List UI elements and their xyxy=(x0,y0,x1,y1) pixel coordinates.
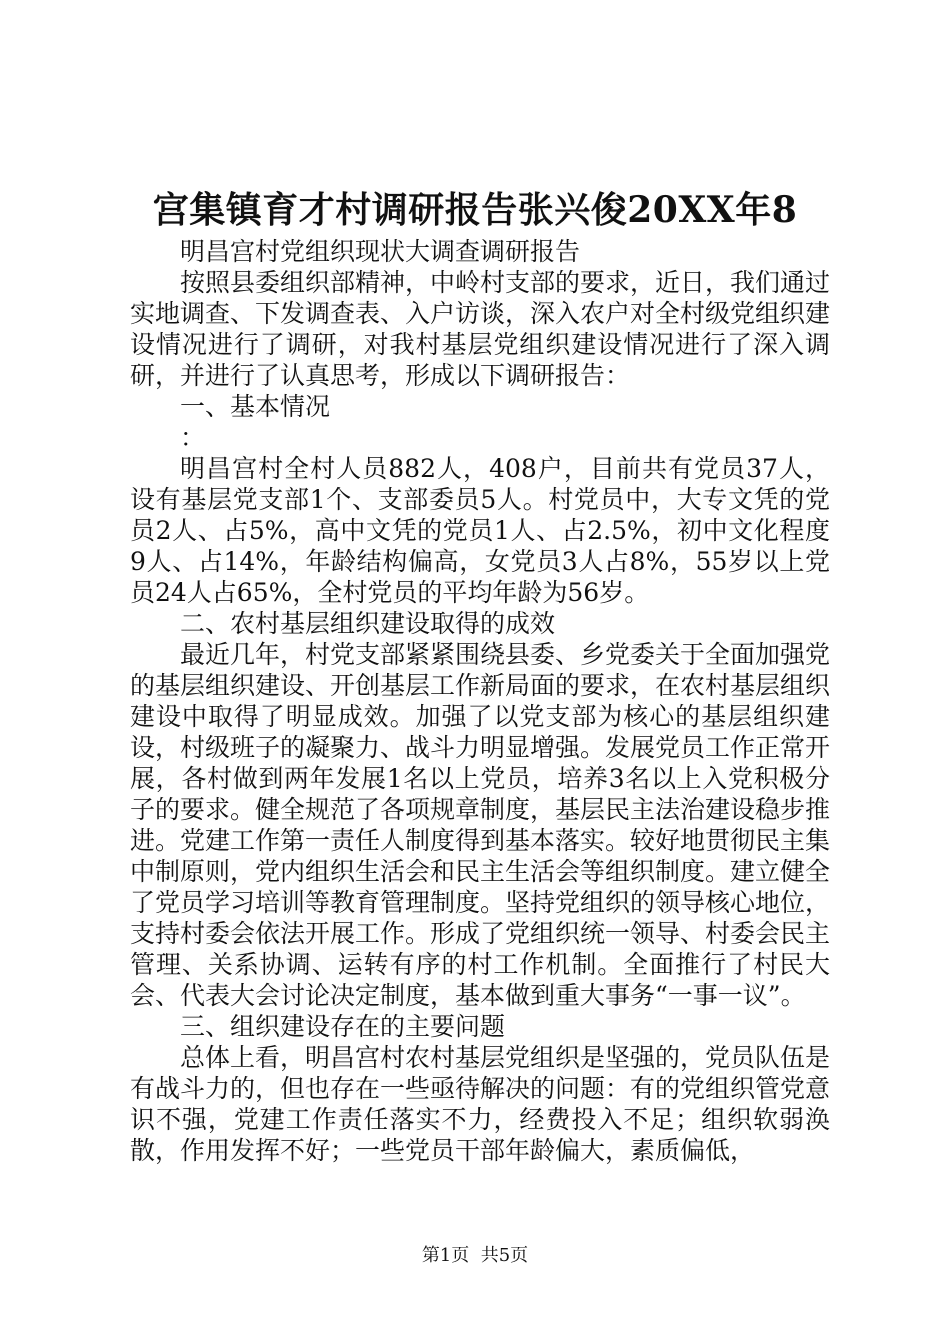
page-total: 共5页 xyxy=(480,1245,529,1266)
problems-paragraph: 总体上看，明昌宫村农村基层党组织是坚强的，党员队伍是有战斗力的，但也存在一些亟待解决的问题：有的党组织管党意识不强，党建工作责任落实不力，经费投入不足；组织软弱涣散，作用发挥不好；一些党员干部年龄偏大，素质偏低， xyxy=(130,1043,831,1165)
subtitle-paragraph: 明昌宫村党组织现状大调查调研报告 xyxy=(180,237,581,266)
page-footer xyxy=(0,1244,950,1268)
achievements-paragraph: 最近几年，村党支部紧紧围绕县委、乡党委关于全面加强党的基层组织建设、开创基层工作新局面的要求，在农村基层组织建设中取得了明显成效。加强了以党支部为核心的基层组织建设，村级班子的凝聚力、战斗力明显增强。发展党员工作正常开展，各村做到两年发展1名以上党员，培养3名以上入党积极分子的要求。健全规范了各项规章制度，基层民主法治建设稳步推进。党建工作第一责任人制度得到基本落实。较好地贯彻民主集中制原则，党内组织生活会和民主生活会等组织制度。建立健全了党员学习培训等教育管理制度。坚持党组织的领导核心地位，支持村委会依法开展工作。形成了党组织统一领导、村委会民主管理、关系协调、运转有序的村工作机制。全面推行了村民大会、代表大会讨论决定制度，基本做到重大事务“一事一议”。 xyxy=(130,640,831,1010)
section-heading-2: 二、农村基层组织建设取得的成效 xyxy=(180,609,556,638)
section-heading-3: 三、组织建设存在的主要问题 xyxy=(180,1012,506,1041)
intro-paragraph: 按照县委组织部精神，中岭村支部的要求，近日，我们通过实地调查、下发调查表、入户访谈，深入农户对全村级党组织建设情况进行了调研，对我村基层党组织建设情况进行了深入调研，并进行了认真思考，形成以下调研报告： xyxy=(130,268,831,390)
colon-line: ： xyxy=(180,423,206,452)
basic-info-paragraph: 明昌宫村全村人员882人，408户，目前共有党员37人，设有基层党支部1个、支部委员5人。村党员中，大专文凭的党员2人、占5%，高中文凭的党员1人、占2.5%，初中文化程度9人、占14%，年龄结构偏高，女党员3人占8%，55岁以上党员24人占65%，全村党员的平均年龄为56岁。 xyxy=(130,454,830,607)
section-heading-1: 一、基本情况 xyxy=(180,392,331,421)
page-number: 第1页 xyxy=(421,1245,470,1266)
document-title: 宫集镇育才村调研报告张兴俊20XX年8 xyxy=(152,189,798,231)
document-body xyxy=(130,236,830,1166)
